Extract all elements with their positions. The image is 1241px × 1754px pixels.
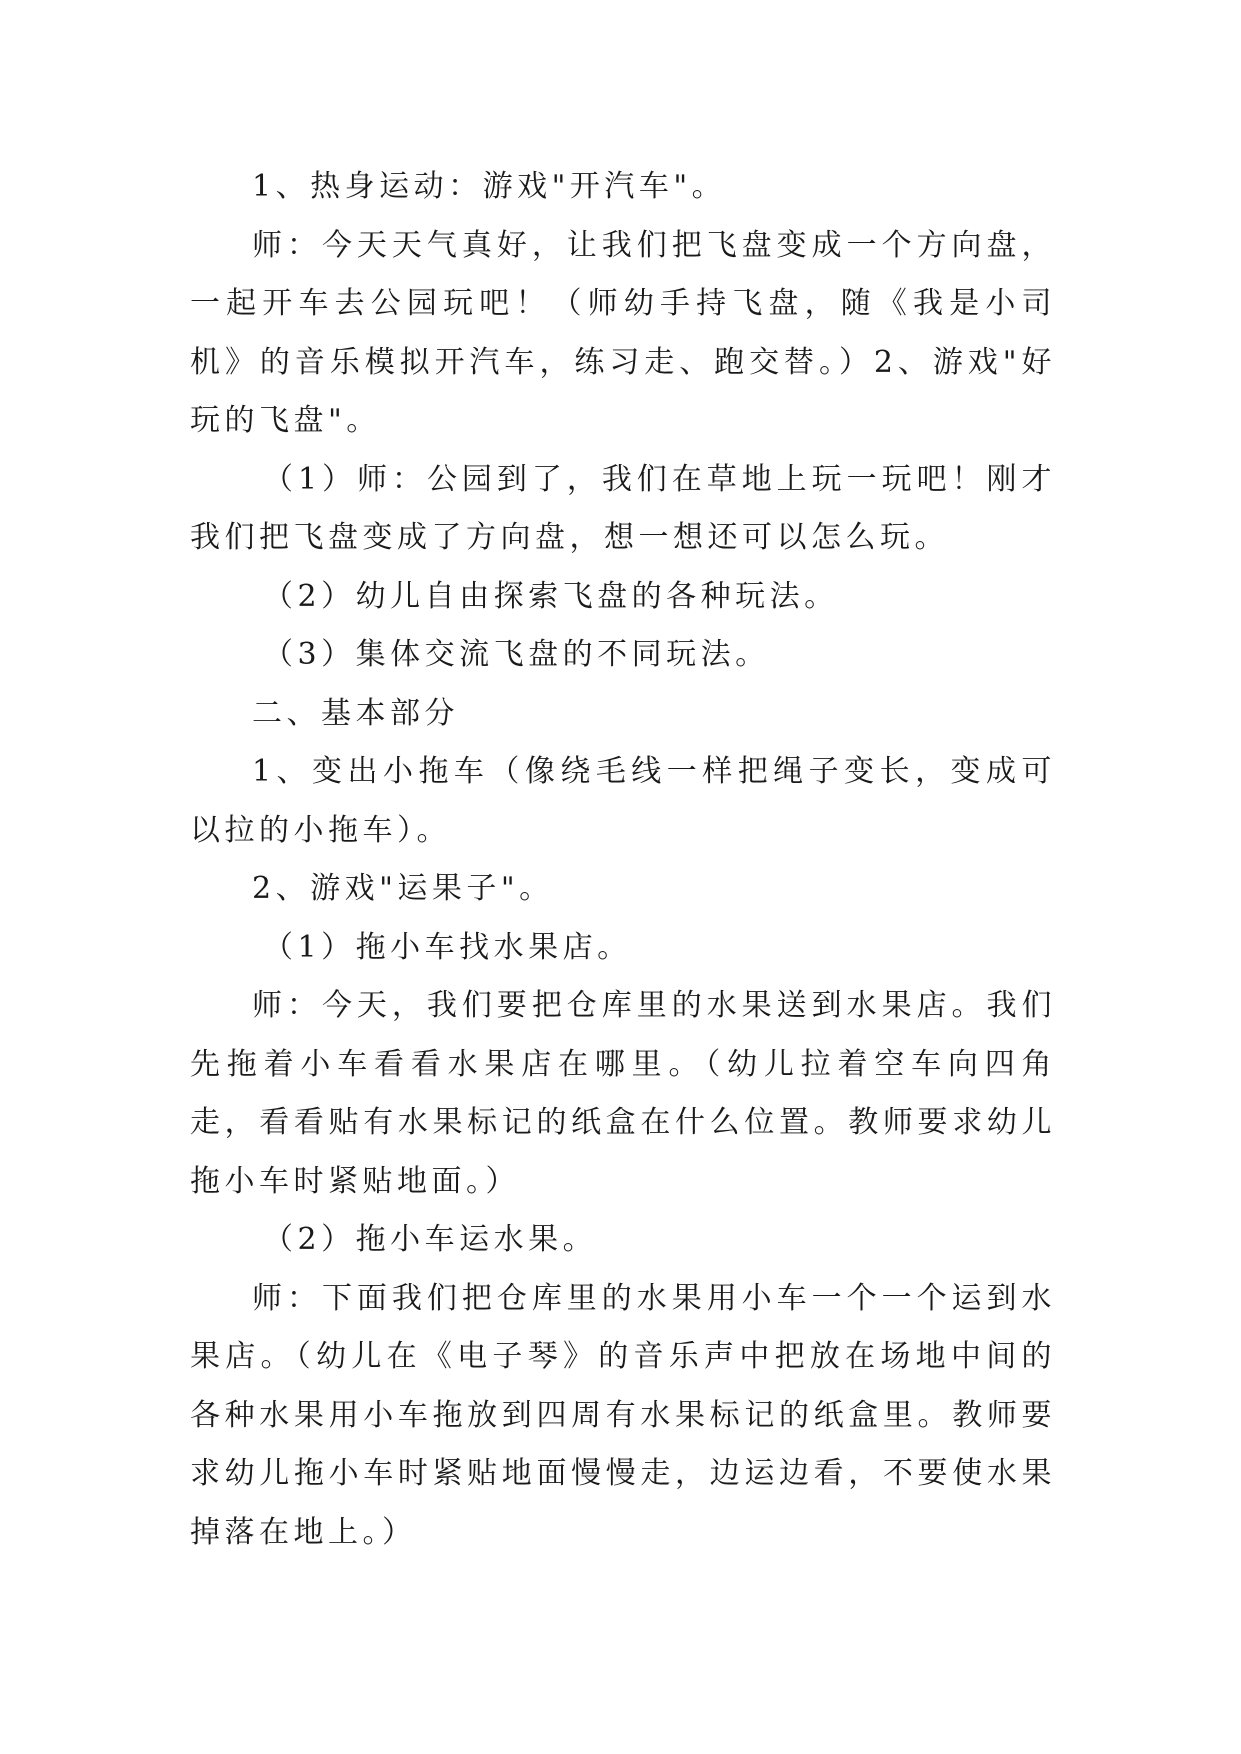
paragraph-teacher-carry: 师：下面我们把仓库里的水果用小车一个一个运到水果店。（幼儿在《电子琴》的音乐声中把放在场地中间的各种水果用小车拖放到四周有水果标记的纸盒里。教师要求幼儿拖小车时紧贴地面慢慢走，边运边看，不要使水果掉落在地上。）	[190, 1280, 1056, 1550]
paragraph-carry-fruit: （2）拖小车运水果。	[263, 1222, 598, 1257]
paragraph-teacher-drive: 师：今天天气真好，让我们把飞盘变成一个方向盘，一起开车去公园玩吧！（师幼手持飞盘，随《我是小司机》的音乐模拟开汽车，练习走、跑交替。）2、游戏"好玩的飞盘"。	[190, 227, 1056, 438]
paragraph-fruit-game: 2、游戏"运果子"。	[252, 871, 554, 906]
paragraph-teacher-store: 师：今天，我们要把仓库里的水果送到水果店。我们先拖着小车看看水果店在哪里。（幼儿拉着空车向四角走，看看贴有水果标记的纸盒在什么位置。教师要求幼儿拖小车时紧贴地面。）	[190, 988, 1056, 1199]
paragraph-free-explore: （2）幼儿自由探索飞盘的各种玩法。	[263, 578, 839, 614]
paragraph-make-cart: 1、变出小拖车（像绕毛线一样把绳子变长，变成可以拉的小拖车）。	[190, 754, 1056, 848]
paragraph-find-store: （1）拖小车找水果店。	[263, 929, 632, 965]
paragraph-warmup-title: 1、热身运动：游戏"开汽车"。	[252, 169, 727, 204]
document-body	[190, 158, 1056, 1562]
paragraph-basic-section: 二、基本部分	[252, 695, 459, 731]
paragraph-park-play: （1）师：公园到了，我们在草地上玩一玩吧！刚才我们把飞盘变成了方向盘，想一想还可以怎么玩。	[190, 461, 1056, 555]
paragraph-group-share: （3）集体交流飞盘的不同玩法。	[263, 637, 770, 672]
